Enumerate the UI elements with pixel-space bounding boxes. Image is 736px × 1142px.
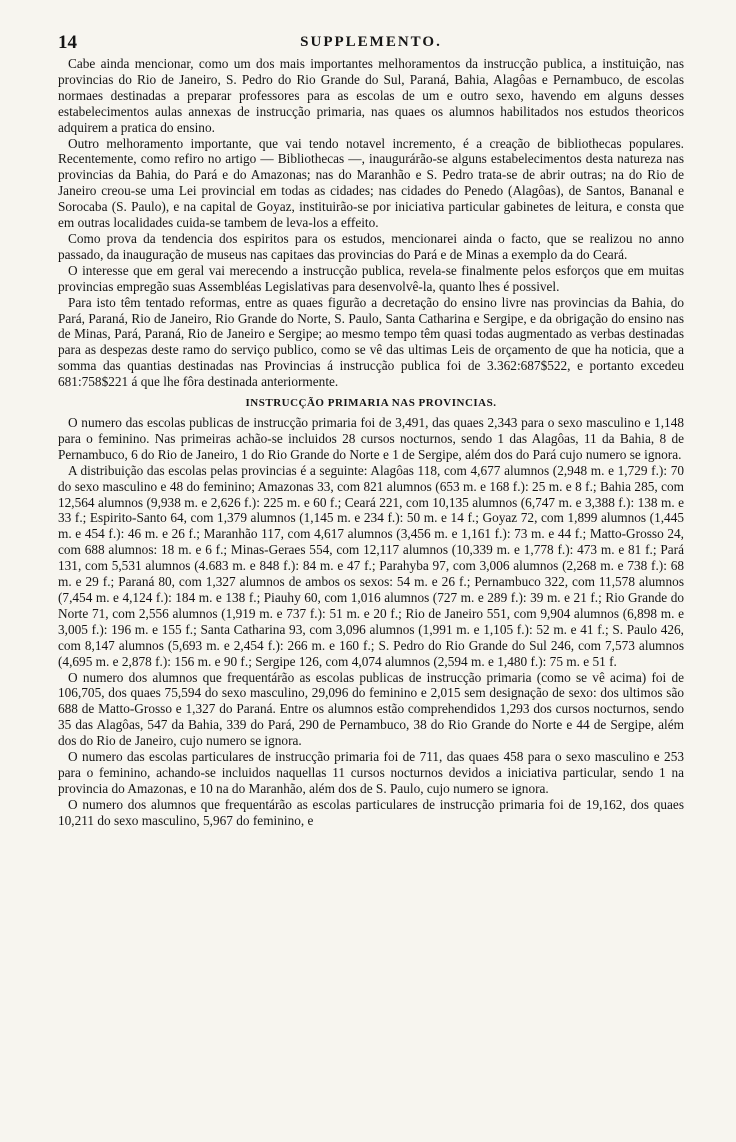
paragraph-museus: Como prova da tendencia dos espiritos para os estudos, mencionarei ainda o facto, que se realizou no anno passado, da inauguração de museus nas capitaes das provincias do Pará e de Minas a exemplo da do Ceará. xyxy=(58,230,684,262)
paragraph-escolas-normaes: Cabe ainda mencionar, como um dos mais importantes melhoramentos da instrucção publica, a instituição, nas provincias do Rio de Janeiro, S. Pedro do Rio Grande do Sul, Paraná, Bahia, Alagôas e Pernambuco, de escolas normaes destinadas a preparar professores para as escolas de um e outro sexo, havendo em alguns desses estabelecimentos aulas annexas de instrucção primaria, nas quaes os alumnos habilitados nos estudos theoricos adquirem a pratica do ensino. xyxy=(58,56,684,135)
paragraph-reformas: Para isto têm tentado reformas, entre as quaes figurão a decretação do ensino livre nas provincias da Bahia, do Pará, Paraná, Rio de Janeiro, Rio Grande do Norte, S. Paulo, Santa Catharina e Sergipe, e da obrigação do ensino nas de Minas, Pará, Paraná, Rio de Janeiro e Sergipe; ao mesmo tempo têm quasi todas augmentado as verbas destinadas para as despezas deste ramo do serviço publico, como se vê das ultimas Leis de orçamento de que ha noticia, que a somma das quantias destinadas nas Provincias á instrucção publica foi de 3.362:687$522, e portanto excedeu 681:758$221 á que lhe fôra destinada anteriormente. xyxy=(58,294,684,390)
paragraph-alumnos-particulares: O numero dos alumnos que frequentárão as escolas particulares de instrucção primaria foi de 19,162, dos quaes 10,211 do sexo masculino, 5,967 do feminino, e xyxy=(58,796,684,828)
body-text xyxy=(58,56,684,829)
running-title: SUPPLEMENTO. xyxy=(300,34,442,50)
paragraph-bibliothecas: Outro melhoramento importante, que vai tendo notavel incremento, é a creação de bibliothecas populares. Recentemente, como refiro no artigo — Bibliothecas —, inaugurárão-se alguns estabelecimentos desta natureza nas provincias da Bahia, do Pará e do Amazonas; nas do Maranhão e S. Pedro trata-se de abrir outras; na do Rio de Janeiro creou-se uma Lei provincial em todas as cidades; nas cidades do Penedo (Alagôas), de Santos, Bananal e Sorocaba (S. Paulo), e na capital de Goyaz, instituirão-se por iniciativa particular gabinetes de leitura, e consta que em outras localidades cuida-se tambem de leva-los a effeito. xyxy=(58,135,684,231)
page-header xyxy=(58,28,684,56)
section-heading: INSTRUCÇÃO PRIMARIA NAS PROVINCIAS. xyxy=(245,397,497,410)
paragraph-assembleas: O interesse que em geral vai merecendo a instrucção publica, revela-se finalmente pelos esforços que em muitas provincias empregão suas Assembléas Legislativas para desenvolvê-la, quanto lhes é possivel. xyxy=(58,262,684,294)
paragraph-escolas-particulares: O numero das escolas particulares de instrucção primaria foi de 711, das quaes 458 para o sexo masculino e 253 para o feminino, achando-se incluidos naquellas 11 cursos nocturnos devidos a iniciativa particular, sendo 1 na provincia do Amazonas, e 10 na do Maranhão, além dos de S. Paulo, cujo numero se ignora. xyxy=(58,749,684,796)
paragraph-alumnos-publicas: O numero dos alumnos que frequentárão as escolas publicas de instrucção primaria (como se vê acima) foi de 106,705, dos quaes 75,594 do sexo masculino, 29,096 do feminino e 2,015 sem designação de sexo: dos ultimos são 688 de Matto-Grosso e 1,327 do Paraná. Entre os alumnos estão comprehendidos 1,293 dos cursos nocturnos, sendo 35 das Alagôas, 547 da Bahia, 339 do Pará, 290 de Pernambuco, 38 do Rio Grande do Norte e 44 de Sergipe, além dos do Rio de Janeiro, cujo numero se ignora. xyxy=(58,669,684,749)
page-number: 14 xyxy=(58,32,77,53)
paragraph-distribuicao: A distribuição das escolas pelas provincias é a seguinte: Alagôas 118, com 4,677 alumnos (2,948 m. e 1,729 f.): 70 do sexo masculino e 48 do feminino; Amazonas 33, com 821 alumnos (653 m. e 168 f.): 25 m. e 8 f.; Bahia 285, com 12,564 alumnos (9,938 m. e 2,626 f.): 225 m. e 60 f.; Ceará 221, com 10,135 alumnos (6,747 m. e 3,388 f.): 138 m. e 33 f.; Espirito-Santo 64, com 1,379 alumnos (1,145 m. e 234 f.): 50 m. e 14 f.; Goyaz 72, com 1,899 alumnos (1,445 m. e 454 f.): 46 m. e 26 f.; Maranhão 117, com 4,617 alumnos (3,456 m. e 1,161 f.): 73 m. e 44 f.; Matto-Grosso 24, com 688 alumnos: 18 m. e 6 f.; Minas-Geraes 554, com 12,117 alumnos (10,339 m. e 1,778 f.): 473 m. e 81 f.; Pará 131, com 5,531 alumnos (4.683 m. e 848 f.): 84 m. e 47 f.; Parahyba 97, com 3,006 alumnos (2,268 m. e 738 f.): 68 m. e 29 f.; Paraná 80, com 1,327 alumnos de ambos os sexos: 54 m. e 26 f.; Pernambuco 322, com 11,578 alumnos (7,454 m. e 4,124 f.): 184 m. e 138 f.; Piauhy 60, com 1,016 alumnos (727 m. e 289 f.): 39 m. e 21 f.; Rio Grande do Norte 71, com 2,556 alumnos (1,919 m. e 737 f.): 51 m. e 20 f.; Rio de Janeiro 551, com 9,904 alumnos (6,898 m. e 3,005 f.): 196 m. e 155 f.; Santa Catharina 93, com 3,096 alumnos (1,991 m. e 1,105 f.): 52 m. e 41 f.; S. Paulo 426, com 8,147 alumnos (5,693 m. e 2,454 f.): 266 m. e 160 f.; S. Pedro do Rio Grande do Sul 246, com 7,573 alumnos (4,695 m. e 2,878 f.): 156 m. e 90 f.; Sergipe 126, com 4,074 alumnos (2,594 m. e 1,480 f.): 75 m. e 51 f. xyxy=(58,462,684,669)
paragraph-numero-escolas: O numero das escolas publicas de instrucção primaria foi de 3,491, das quaes 2,343 para o sexo masculino e 1,148 para o feminino. Nas primeiras achão-se incluidos 28 cursos nocturnos, sendo 1 das Alagôas, 11 da Bahia, 8 de Pernambuco, 6 do Rio de Janeiro, 1 do Rio Grande do Norte e 1 de Sergipe, além dos do Pará cujo numero se ignora. xyxy=(58,415,684,462)
